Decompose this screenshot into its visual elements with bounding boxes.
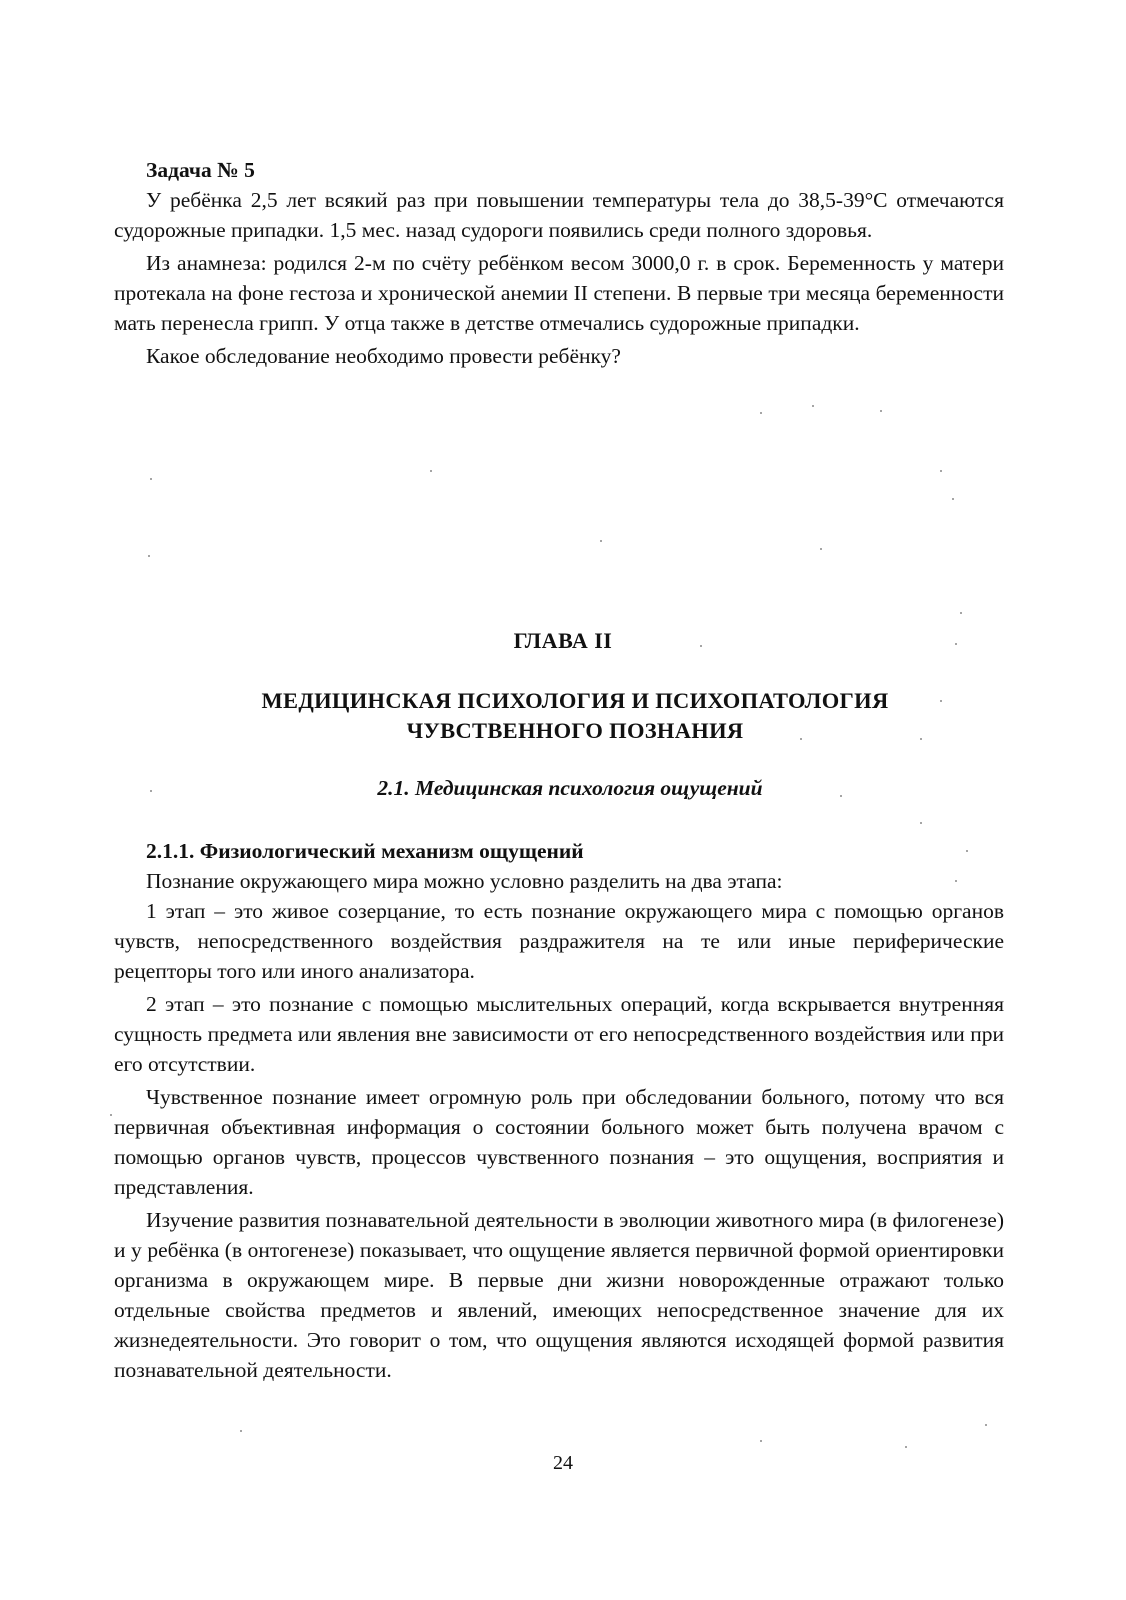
task-paragraph-2: Из анамнеза: родился 2-м по счёту ребёнком весом 3000,0 г. в срок. Беременность у матери протекала на фоне гестоза и хронической анемии II степени. В первые три месяца беременности мать перенесла грипп. У отца также в детстве отмечались судорожные припадки. xyxy=(114,251,1004,335)
chapter-title-line-1: МЕДИЦИНСКАЯ ПСИХОЛОГИЯ И ПСИХОПАТОЛОГИЯ xyxy=(261,688,889,713)
task-title: Задача № 5 xyxy=(146,158,255,182)
body-paragraph-1: Познание окружающего мира можно условно разделить на два этапа: xyxy=(146,869,783,893)
body-paragraph-2: 1 этап – это живое созерцание, то есть познание окружающего мира с помощью органов чувств, непосредственного воздействия раздражителя на те или иные периферические рецепторы того или иного анализатора. xyxy=(114,899,1004,983)
task-paragraph-1: У ребёнка 2,5 лет всякий раз при повышении температуры тела до 38,5-39°С отмечаются судорожные припадки. 1,5 мес. назад судороги появились среди полного здоровья. xyxy=(114,188,1004,242)
subsection-title: 2.1.1. Физиологический механизм ощущений xyxy=(146,839,584,863)
task-block xyxy=(114,155,1004,371)
task-question: Какое обследование необходимо провести ребёнку? xyxy=(146,344,621,368)
section-title: 2.1. Медицинская психология ощущений xyxy=(377,776,763,800)
body-paragraph-5: Изучение развития познавательной деятельности в эволюции животного мира (в филогенезе) и у ребёнка (в онтогенезе) показывает, что ощущение является первичной формой ориентировки организма в окружающем мире. В первые дни жизни новорожденные отражают только отдельные свойства предметов и явлений, имеющих непосредственное значение для их жизнедеятельности. Это говорит о том, что ощущения являются исходящей формой развития познавательной деятельности. xyxy=(114,1208,1004,1382)
chapter-title-line-2: ЧУВСТВЕННОГО ПОЗНАНИЯ xyxy=(406,718,744,743)
page-number: 24 xyxy=(553,1452,573,1474)
body-paragraph-4: Чувственное познание имеет огромную роль при обследовании больного, потому что вся первичная объективная информация о состоянии больного может быть получена врачом с помощью органов чувств, процессов чувственного познания – это ощущения, восприятия и представления. xyxy=(114,1085,1004,1199)
body-paragraph-3: 2 этап – это познание с помощью мыслительных операций, когда вскрывается внутренняя сущность предмета или явления вне зависимости от его непосредственного воздействия или при его отсутствии. xyxy=(114,992,1004,1076)
chapter-label: ГЛАВА II xyxy=(513,628,613,653)
subsection-block xyxy=(114,836,1004,1385)
